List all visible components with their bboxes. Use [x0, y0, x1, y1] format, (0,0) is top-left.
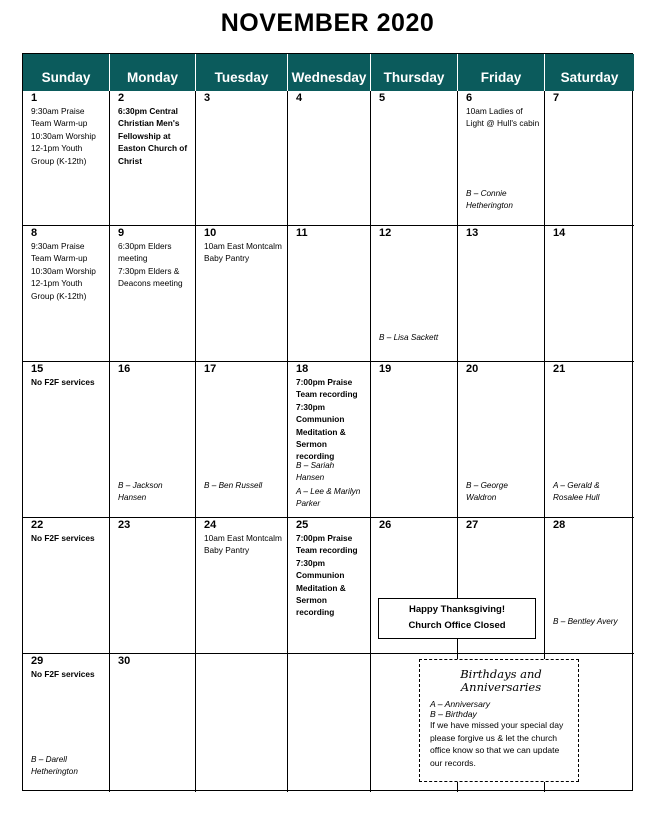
day-number: 5	[379, 92, 386, 104]
event-line: 9:30am Praise Team Warm-up	[31, 241, 88, 264]
event-line: 6:30pm Elders meeting	[118, 241, 172, 264]
day-number: 24	[204, 519, 217, 531]
birthday-note: B – George Waldron	[466, 481, 508, 503]
day-cell-13	[458, 226, 545, 362]
day-number: 14	[553, 227, 566, 239]
day-number: 30	[118, 655, 131, 667]
day-header-monday: Monday	[110, 54, 196, 91]
day-number: 4	[296, 92, 303, 104]
day-cell-6	[458, 91, 545, 226]
day-number: 3	[204, 92, 211, 104]
event-line: 10am Ladies of Light @ Hull's cabin	[466, 106, 540, 129]
day-number: 7	[553, 92, 560, 104]
legend-box	[419, 659, 579, 782]
day-cell-22	[23, 518, 110, 654]
anniversary-note: A – Lee & Marilyn Parker	[296, 487, 361, 509]
birthday-note: B – Ben Russell	[204, 481, 263, 490]
day-cell-30	[110, 654, 196, 792]
day-number: 9	[118, 227, 125, 239]
empty-cell	[196, 654, 288, 792]
day-number: 2	[118, 92, 125, 104]
day-number: 25	[296, 519, 309, 531]
day-cell-1	[23, 91, 110, 226]
day-cell-7	[545, 91, 634, 226]
day-number: 28	[553, 519, 566, 531]
day-number: 23	[118, 519, 131, 531]
day-number: 29	[31, 655, 44, 667]
day-number: 19	[379, 363, 392, 375]
birthday-note: B – Bentley Avery	[553, 617, 618, 626]
day-header-saturday: Saturday	[545, 54, 634, 91]
event-line: 12-1pm Youth Group (K-12th)	[31, 143, 87, 166]
day-cell-11	[288, 226, 371, 362]
day-number: 15	[31, 363, 44, 375]
birthday-note: A – Gerald & Rosalee Hull	[553, 481, 600, 503]
event-line: 9:30am Praise Team Warm-up	[31, 106, 88, 129]
legend-note: If we have missed your special day please forgive us & let the church office know so that we can update our records.	[430, 720, 564, 768]
thanksgiving-line-2: Church Office Closed	[408, 620, 506, 631]
birthday-note: B – Jackson Hansen	[118, 481, 163, 503]
legend-anniversary: A – Anniversary	[430, 699, 491, 709]
day-number: 8	[31, 227, 38, 239]
day-number: 10	[204, 227, 217, 239]
birthday-note: B – Sariah Hansen	[296, 461, 335, 483]
day-number: 22	[31, 519, 44, 531]
day-header-wednesday: Wednesday	[288, 54, 371, 91]
birthday-note: B – Darell Hetherington	[31, 755, 78, 777]
day-cell-15	[23, 362, 110, 518]
day-cell-24	[196, 518, 288, 654]
day-cell-21	[545, 362, 634, 518]
day-cell-10	[196, 226, 288, 362]
day-header-sunday: Sunday	[23, 54, 110, 91]
day-cell-4	[288, 91, 371, 226]
event-line: 12-1pm Youth Group (K-12th)	[31, 278, 87, 301]
day-cell-17	[196, 362, 288, 518]
event-line: 10:30am Worship	[31, 265, 96, 276]
calendar-title: NOVEMBER 2020	[220, 9, 435, 37]
empty-cell	[288, 654, 371, 792]
birthday-note: B – Lisa Sackett	[379, 333, 439, 342]
event-line: 7:30pm Communion Meditation & Sermon recording	[296, 557, 346, 618]
event-line: 6:30pm Central Christian Men's Fellowship at Easton Church of Christ	[118, 106, 188, 166]
day-number: 17	[204, 363, 217, 375]
day-cell-25	[288, 518, 371, 654]
day-cell-16	[110, 362, 196, 518]
day-number: 11	[296, 227, 308, 239]
event-line: 10am East Montcalm Baby Pantry	[204, 533, 282, 556]
thanksgiving-notice	[378, 598, 536, 639]
day-header-friday: Friday	[458, 54, 545, 91]
event-line: No F2F services	[31, 533, 95, 543]
event-line: 7:30pm Communion Meditation & Sermon recording	[296, 401, 346, 462]
event-line: No F2F services	[31, 377, 95, 387]
day-number: 20	[466, 363, 479, 375]
event-line: No F2F services	[31, 669, 95, 679]
thanksgiving-line-1: Happy Thanksgiving!	[408, 604, 506, 615]
day-cell-28	[545, 518, 634, 654]
day-cell-3	[196, 91, 288, 226]
day-number: 16	[118, 363, 131, 375]
day-number: 18	[296, 363, 309, 375]
day-cell-14	[545, 226, 634, 362]
legend-title: Birthdays and Anniversaries	[460, 667, 542, 694]
event-line: 10:30am Worship	[31, 130, 96, 141]
day-header-tuesday: Tuesday	[196, 54, 288, 91]
day-cell-8	[23, 226, 110, 362]
day-number: 21	[553, 363, 566, 375]
day-number: 6	[466, 92, 473, 104]
day-header-thursday: Thursday	[371, 54, 458, 91]
day-number: 13	[466, 227, 479, 239]
day-cell-18	[288, 362, 371, 518]
day-cell-2	[110, 91, 196, 226]
day-cell-5	[371, 91, 458, 226]
day-cell-19	[371, 362, 458, 518]
birthday-note: B – Connie Hetherington	[466, 189, 513, 211]
event-line: 10am East Montcalm Baby Pantry	[204, 241, 282, 264]
day-cell-9	[110, 226, 196, 362]
day-number: 12	[379, 227, 392, 239]
day-cell-12	[371, 226, 458, 362]
day-cell-29	[23, 654, 110, 792]
day-number: 27	[466, 519, 479, 531]
day-cell-23	[110, 518, 196, 654]
day-cell-20	[458, 362, 545, 518]
day-number: 26	[379, 519, 392, 531]
event-line: 7:00pm Praise Team recording	[296, 533, 358, 556]
legend-birthday: B – Birthday	[430, 709, 477, 719]
event-line: 7:00pm Praise Team recording	[296, 377, 358, 400]
day-number: 1	[31, 92, 38, 104]
event-line: 7:30pm Elders & Deacons meeting	[118, 265, 183, 289]
